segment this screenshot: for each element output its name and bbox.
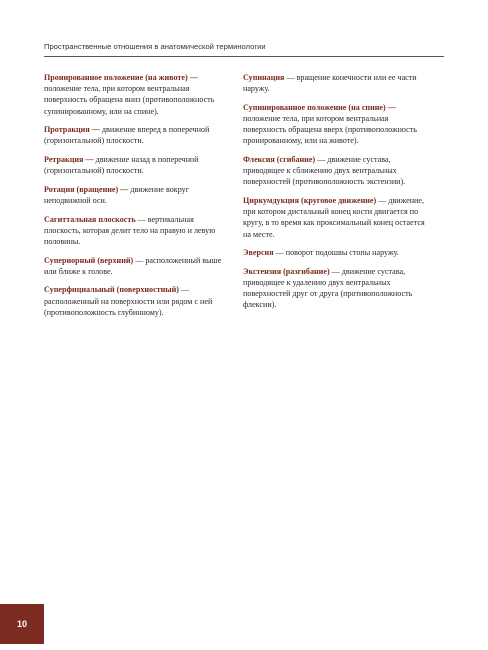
glossary-term: Эверсия — [243, 248, 274, 258]
glossary-definition: — поворот подошвы стопы наружу. — [273, 248, 399, 258]
glossary-entry — [243, 266, 431, 311]
glossary-entry — [44, 72, 232, 117]
glossary-term: Супинированное положение (на спине) — — [243, 102, 396, 112]
glossary-entry — [243, 195, 431, 240]
glossary-entry — [44, 184, 232, 206]
glossary-definition: — вертикальная плоскость, которая делит тело на правую и левую половины. — [44, 214, 216, 246]
left-column — [44, 72, 232, 325]
glossary-entry — [44, 124, 232, 146]
glossary-definition: — движение сустава, приводящее к сближению двух вентральных поверхностей (противоположность экстензии). — [243, 155, 406, 187]
glossary-entry — [44, 154, 232, 176]
page-number-box — [0, 604, 44, 644]
glossary-definition: движение вперед в поперечной (горизонтальной) плоскости. — [44, 125, 210, 146]
glossary-entry — [243, 72, 431, 94]
glossary-definition: движение вокруг неподвижной оси. — [44, 184, 190, 205]
header-rule — [44, 56, 444, 57]
glossary-entry — [243, 154, 431, 188]
glossary-entry — [243, 247, 431, 258]
glossary-term: Протракция — — [44, 125, 100, 135]
glossary-term: Суперфициальный (поверхностный) — [44, 285, 179, 295]
glossary-definition: движение назад в поперечной (горизонтальной) плоскости. — [44, 155, 199, 176]
glossary-entry — [44, 284, 232, 318]
page-number: 10 — [16, 619, 27, 629]
glossary-definition: — движение, при котором дистальный конец кости двигается по кругу, в то время как проксимальный конец остается на месте. — [243, 196, 425, 239]
glossary-term: Экстензия (разгибание) — [243, 266, 330, 276]
glossary-term: Флексия (сгибание) — [243, 155, 316, 164]
glossary-definition: — расположенный на поверхности или рядом с ней (противоположность глубинному). — [44, 285, 213, 317]
glossary-definition: — вращение конечности или ее части наружу. — [243, 73, 417, 94]
right-column — [243, 72, 431, 318]
glossary-term: Супериорный (верхний) — [44, 255, 134, 265]
glossary-term: Супинация — [243, 73, 285, 82]
glossary-entry — [243, 102, 431, 147]
glossary-entry — [44, 255, 232, 277]
glossary-definition: положение тела, при котором вентральная поверхность обращена вниз (противоположность супинированному, или на спине). — [44, 84, 215, 116]
glossary-term: Сагиттальная плоскость — [44, 214, 136, 224]
glossary-definition: — расположенный выше или ближе к голове. — [44, 255, 222, 276]
glossary-term: Ротация (вращение) — — [44, 184, 129, 194]
glossary-definition: положение тела, при котором вентральная поверхность обращена вверх (противоположность пронированному, или на животе). — [243, 114, 417, 146]
glossary-term: Циркумдукция (круговое движение) — [243, 196, 377, 205]
glossary-definition: — движение сустава, приводящее к удалению двух вентральных поверхностей друг от друга (противоположность флексии). — [243, 266, 413, 310]
glossary-term: Пронированное положение (на животе) — — [44, 73, 198, 82]
glossary-term: Ретракция — — [44, 155, 94, 164]
glossary-entry — [44, 214, 232, 248]
running-header: Пространственные отношения в анатомической терминологии — [44, 42, 266, 51]
